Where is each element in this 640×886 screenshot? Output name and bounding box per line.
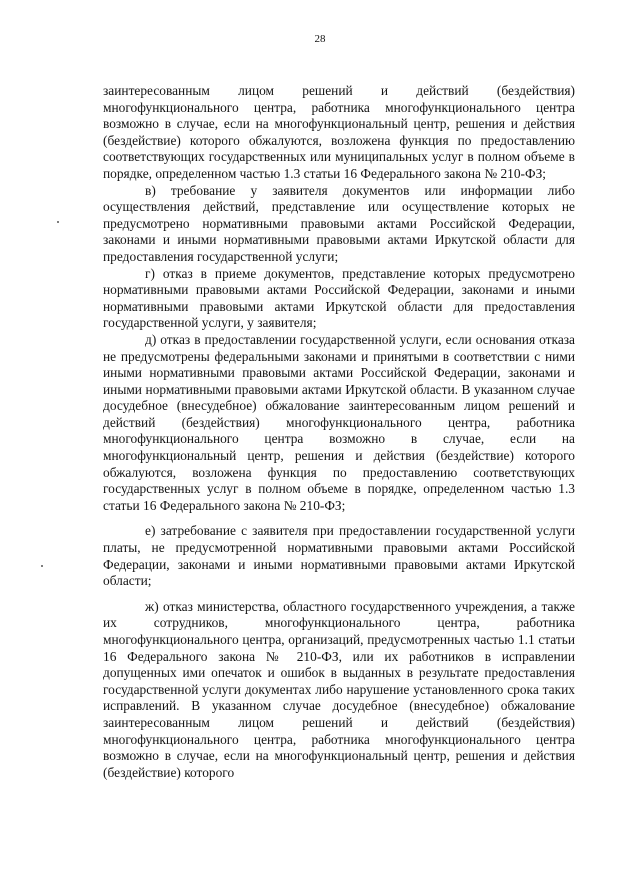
paragraph-continuation: заинтересованным лицом решений и действий (бездействия) многофункционального центра, работника многофункционального центра возможно в случае, если на многофункциональный центр, решения и действия (бездействие) которого обжалуются, возложена функция по предоставлению соответствующих государственных или муниципальных услуг в полном объеме в порядке, определенном частью 1.3 статьи 16 Федерального закона № 210-ФЗ;	[103, 83, 575, 181]
paragraph-item-e: е) затребование с заявителя при предоставлении государственной услуги платы, не предусмотренной нормативными правовыми актами Российской Федерации, законами и иными нормативными правовыми актами Иркутской области;	[103, 523, 575, 589]
paragraph-item-d: д) отказ в предоставлении государственной услуги, если основания отказа не предусмотрены федеральными законами и принятыми в соответствии с ними иными нормативными правовыми актами Российской Федерации, законами и иными нормативными правовыми актами Иркутской области. В указанном случае досудебное (внесудебное) обжалование заинтересованным лицом решений и действий (бездействия) многофункционального центра, работника многофункционального центра возможно в случае, если на многофункциональный центр, решения и действия (бездействие) которого обжалуются, возложена функция по предоставлению соответствующих государственных услуг в полном объеме в порядке, определенном частью 1.3 статьи 16 Федерального закона № 210-ФЗ;	[103, 331, 575, 513]
paragraph-item-v: в) требование у заявителя документов или информации либо осуществления действий, представление или осуществление которых не предусмотрено нормативными правовыми актами Российской Федерации, законами и иными нормативными правовыми актами Иркутской области для предоставления государственной услуги;	[103, 182, 575, 264]
paragraph-item-zh: ж) отказ министерства, областного государственного учреждения, а также их сотрудников, многофункционального центра, работника многофункционального центра, организаций, предусмотренных частью 1.1 статьи 16 Федерального закона № 210-ФЗ, или их работников в исправлении допущенных ими опечаток и ошибок в выданных в результате предоставления государственной услуги документах либо нарушение установленного срока таких исправлений. В указанном случае досудебное (внесудебное) обжалование заинтересованным лицом решений и действий (бездействия) многофункционального центра, работника многофункционального центра возможно в случае, если на многофункциональный центр, решения и действия (бездействие) которого	[103, 598, 575, 780]
page-number: 28	[314, 33, 326, 45]
document-body	[103, 83, 575, 781]
scan-artifact-dot	[41, 565, 43, 567]
scan-artifact-dot	[57, 221, 59, 223]
paragraph-item-g: г) отказ в приеме документов, представление которых предусмотрено нормативными правовыми актами Российской Федерации, законами и иными нормативными правовыми актами Иркутской области для предоставления государственной услуги, у заявителя;	[103, 265, 575, 331]
